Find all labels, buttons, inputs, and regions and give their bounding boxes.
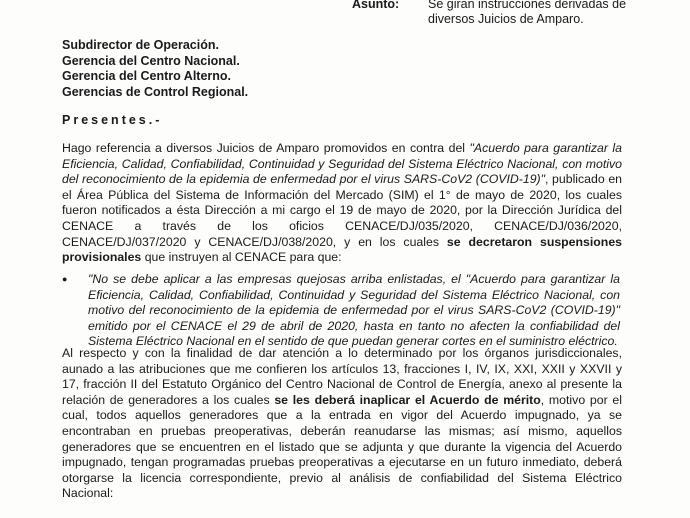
suspension-bold: se decretaron suspensiones provisionales — [62, 234, 622, 265]
recipient-line: Subdirector de Operación. — [62, 38, 219, 52]
subject-text — [428, 0, 678, 27]
subject-label: Asunto: — [352, 0, 400, 11]
subject-line-2: diversos Juicios de Amparo. — [428, 12, 584, 26]
recipient-line: Gerencia del Centro Alterno. — [62, 69, 232, 83]
subject-line-1: Se giran instrucciones derivadas de — [428, 0, 627, 11]
paragraph-1-text-c: que instruyen al CENACE para que: — [141, 250, 342, 265]
paragraph-2 — [62, 346, 622, 502]
bullet-icon: ● — [62, 274, 68, 284]
recipient-line: Gerencia del Centro Nacional. — [62, 53, 240, 68]
paragraph-2-text-a: Al respecto y con la finalidad de dar atención a lo determinado por los órganos jurisdiccionales, aunado a las atribuciones que me confieren los artículos 13, fracciones I, IV, IX, XXI, XXII y XXVII y 17, fracción II del Estatuto Orgánico del Centro Nacional de Control de Energía, anexo al presente la relación de generadores a los cuales — [62, 346, 622, 407]
quoted-instruction: "No se debe aplicar a las empresas quejosas arriba enlistadas, el "Acuerdo para garantizar la Eficiencia, Calidad, Confiabilidad, Continuidad y Seguridad del Sistema Eléctrico Nacional, con motivo del reconocimiento de la epidemia de enfermedad por el virus SARS-CoV2 (COVID-19)" emitido por el CENACE el 29 de abril de 2020, hasta en tanto no afecten la confiabilidad del Sistema Eléctrico Nacional en el sentido de que puedan generar cortes en el suministro eléctrico. — [88, 272, 620, 349]
inapply-bold: se les deberá inaplicar el Acuerdo de mérito — [274, 392, 541, 407]
recipients-block — [62, 38, 248, 100]
recipient-line: Gerencias de Control Regional. — [62, 84, 249, 99]
paragraph-1 — [62, 141, 622, 266]
paragraph-1-text-b: , publicado en el Área Pública del Sistema de Información del Mercado (SIM) el 1° de mayo de 2020, los cuales fueron notificados a ésta Dirección a mi cargo el 19 de mayo de 2020, por la Dirección Jurídica del CENACE a través de los oficios CENACE/DJ/035/2020, CENACE/DJ/036/2020, CENACE/DJ/037/2020 y CENACE/DJ/038/2020, y en los cuales — [62, 172, 622, 249]
paragraph-1-text-a: Hago referencia a diversos Juicios de Amparo promovidos en contra del — [62, 141, 470, 155]
greeting: Presentes.- — [62, 113, 163, 127]
agreement-title-italic: "Acuerdo para garantizar la Eficiencia, Calidad, Confiabilidad, Continuidad y Seguridad del Sistema Eléctrico Nacional, con motivo del reconocimiento de la epidemia de enfermedad por el virus SARS-CoV2 (COVID-19)" — [62, 141, 622, 187]
paragraph-2-text-b: , motivo por el cual, todos aquellos generadores que a la entrada en vigor del Acuerdo impugnado, ya se encontraban en pruebas preoperativas, deberán reanudarse las mismas; así mismo, aquellos generadores que se encuentren en el listado que se adjunta y que durante la vigencia del Acuerdo impugnado, tengan programadas pruebas preoperativas a ejecutarse en un futuro inmediato, deberá otorgarse la licencia correspondiente, previo al análisis de confiabilidad del Sistema Eléctrico Nacional: — [62, 392, 622, 501]
